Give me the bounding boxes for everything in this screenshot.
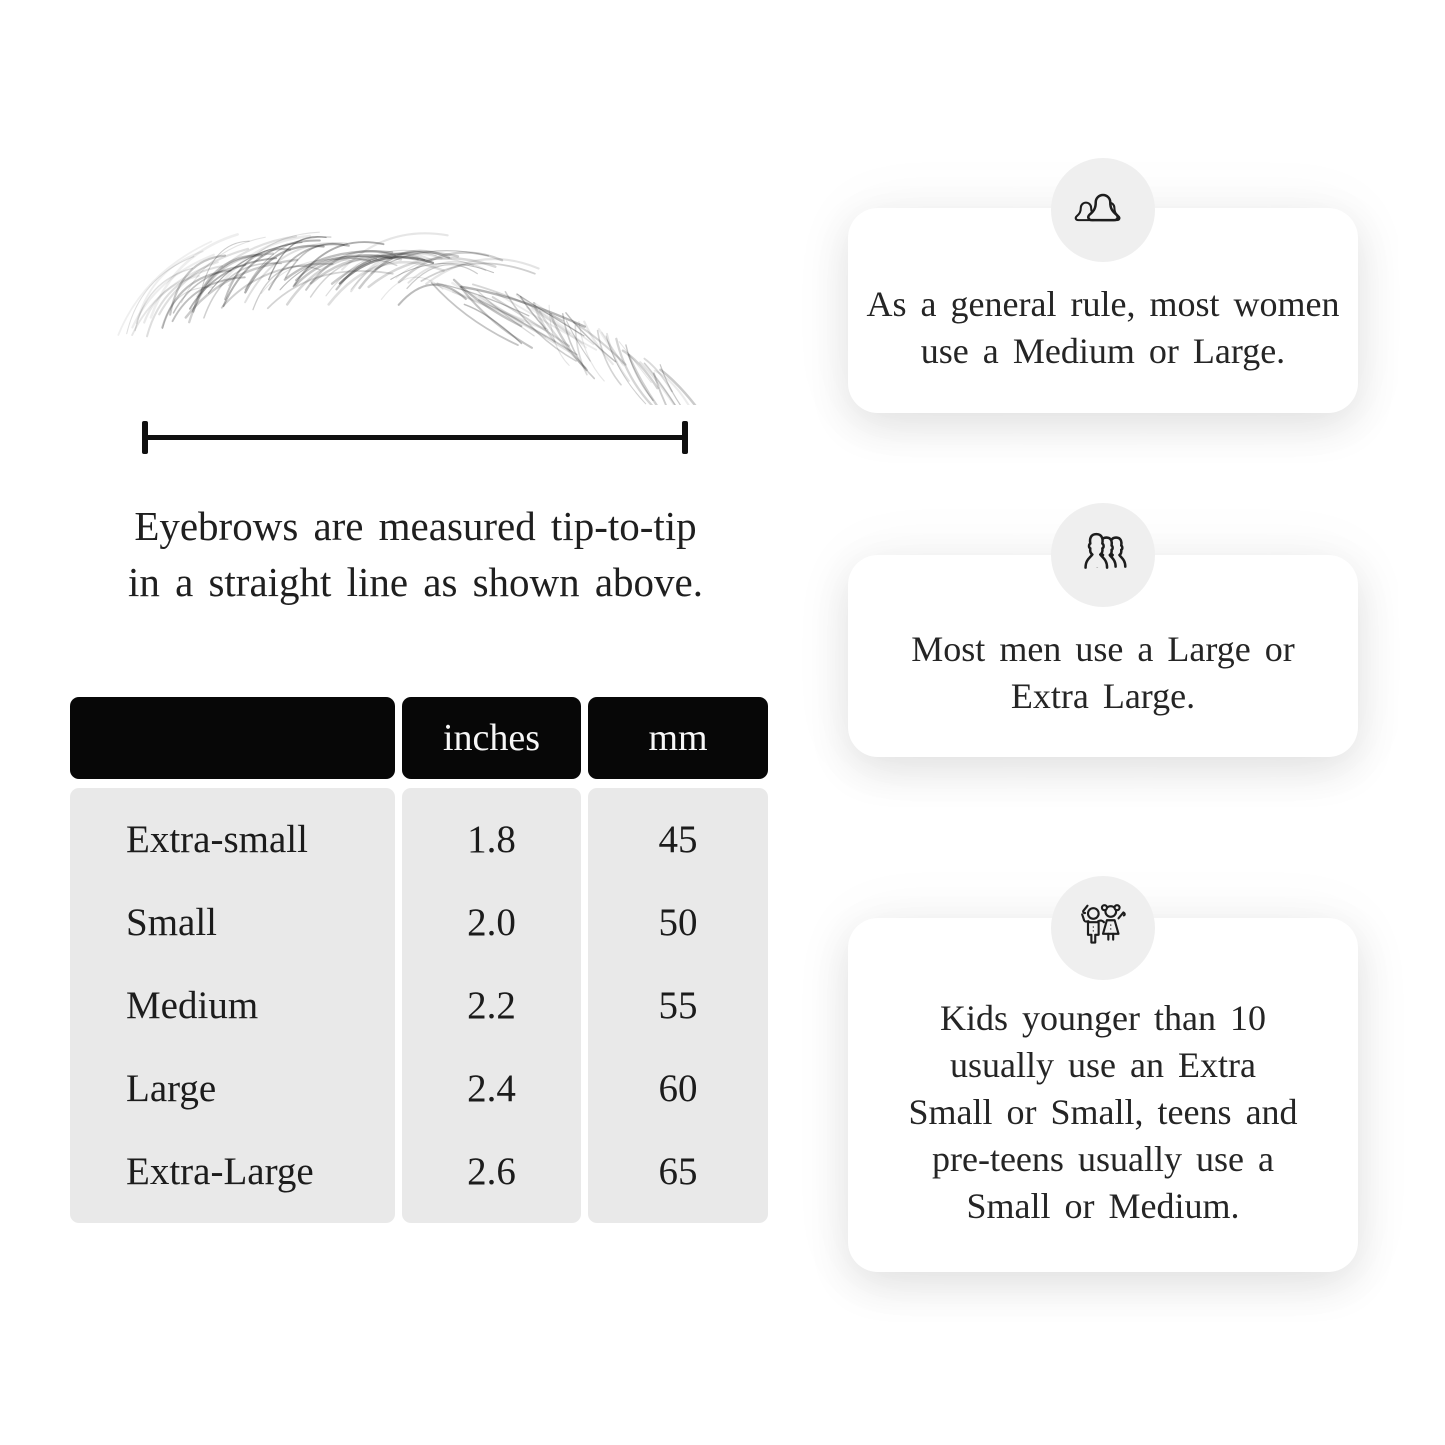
icon-circle <box>1051 503 1155 607</box>
table-cell-inches: 2.6 <box>467 1150 516 1193</box>
table-cell-inches: 2.0 <box>467 901 516 944</box>
eyebrow-hair-stroke <box>222 264 333 308</box>
table-header-cell-size <box>70 697 395 779</box>
table-header-row <box>70 697 768 779</box>
table-cell-label: Medium <box>126 984 259 1027</box>
info-card-women-text <box>866 281 1339 375</box>
text-line: Kids younger than 10 <box>939 997 1267 1038</box>
table-cell-inches: 2.4 <box>467 1067 516 1110</box>
eyebrow-hair-stroke <box>661 370 704 405</box>
info-card-men-text <box>911 626 1294 720</box>
text-line: As a general rule, most women <box>866 283 1340 324</box>
table-cell-label: Extra-small <box>126 818 308 861</box>
table-cell-inches: 1.8 <box>467 818 516 861</box>
icon-circle <box>1051 876 1155 980</box>
table-cell-mm: 55 <box>658 984 698 1027</box>
text-line: Small or Small, teens and <box>908 1091 1298 1132</box>
eyebrow-sketch-icon <box>105 225 705 405</box>
size-table <box>70 697 768 1223</box>
measure-caption-line-1: Eyebrows are measured tip-to-tip <box>134 503 697 549</box>
text-line: Small or Medium. <box>966 1185 1240 1226</box>
table-cell-mm: 50 <box>658 901 698 944</box>
measure-line-tick-left <box>142 421 148 454</box>
eyebrow-illustration <box>105 225 705 405</box>
table-cell-mm: 65 <box>658 1150 698 1193</box>
table-column-inches <box>402 788 581 1223</box>
info-card-kids-text <box>908 995 1297 1230</box>
men-group-icon <box>1072 524 1134 586</box>
text-line: pre-teens usually use a <box>931 1138 1274 1179</box>
text-line: Extra Large. <box>1010 676 1196 716</box>
icon-circle <box>1051 158 1155 262</box>
table-column-mm <box>588 788 768 1223</box>
text-line: usually use an Extra <box>949 1044 1257 1085</box>
measure-caption <box>108 498 723 610</box>
measure-line-tick-right <box>682 421 688 454</box>
table-cell-mm: 45 <box>658 818 698 861</box>
table-header-cell-inches: inches <box>402 697 581 779</box>
table-cell-label: Large <box>126 1067 217 1110</box>
eyebrow-hair-stroke <box>654 373 683 405</box>
text-line: use a Medium or Large. <box>920 330 1286 371</box>
table-body <box>70 788 768 1223</box>
table-cell-label: Small <box>126 901 218 944</box>
measure-caption-line-2: in a straight line as shown above. <box>128 559 703 605</box>
women-group-icon <box>1072 179 1134 241</box>
table-cell-label: Extra-Large <box>126 1150 314 1193</box>
measure-line <box>145 435 685 440</box>
eyebrow-hair-stroke <box>655 371 691 405</box>
kids-icon <box>1072 897 1134 959</box>
table-header-cell-mm: mm <box>588 697 768 779</box>
table-column-labels <box>70 788 395 1223</box>
table-cell-mm: 60 <box>658 1067 698 1110</box>
table-cell-inches: 2.2 <box>467 984 516 1027</box>
text-line: Most men use a Large or <box>911 629 1295 669</box>
